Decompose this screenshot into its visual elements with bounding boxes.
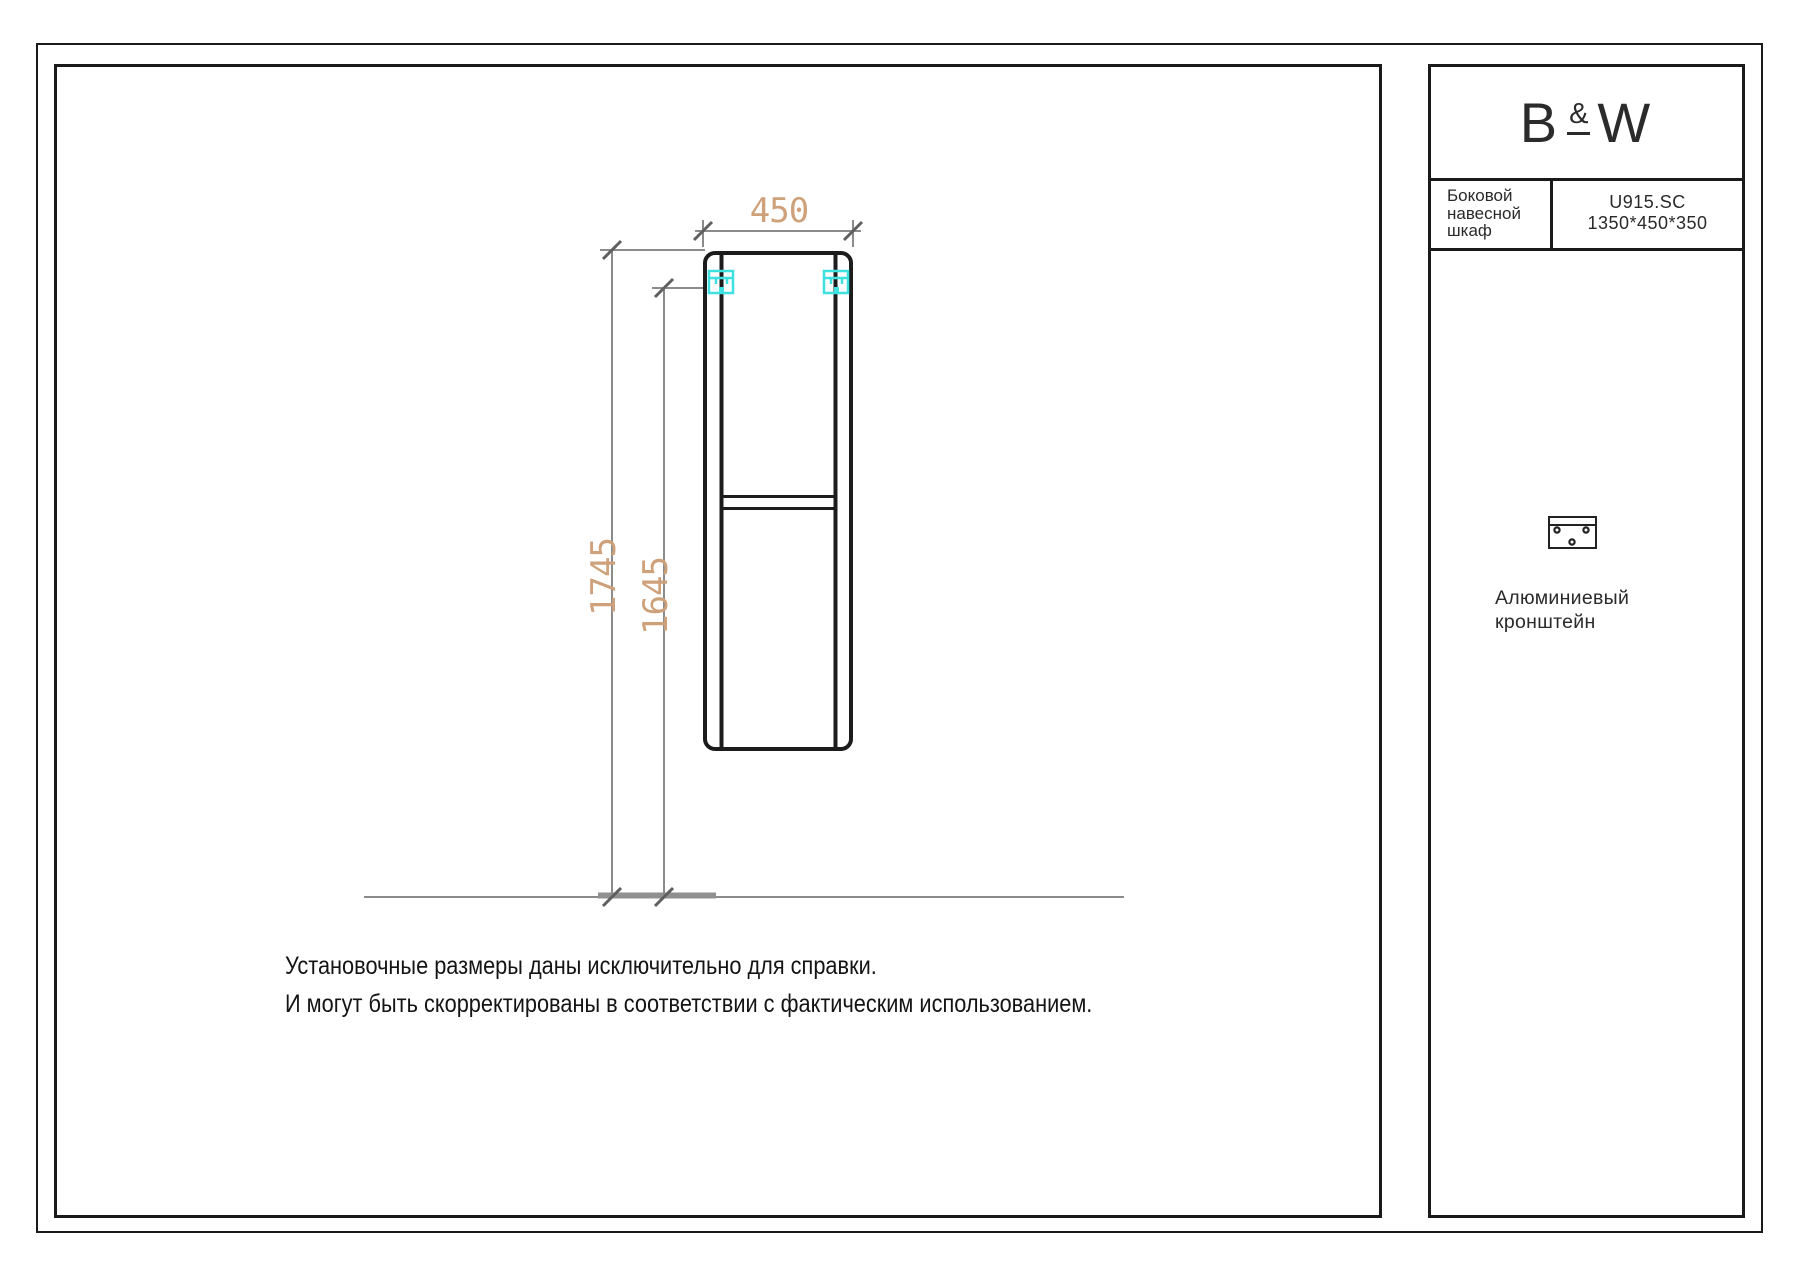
product-name-line3: шкаф xyxy=(1447,221,1492,240)
brand-logo xyxy=(1431,67,1742,181)
title-block xyxy=(1428,64,1745,1218)
product-code: U915.SC xyxy=(1609,192,1686,212)
logo-ampersand: & xyxy=(1567,100,1590,135)
accessory-label-line1: Алюминиевый xyxy=(1495,587,1630,609)
product-name xyxy=(1431,181,1553,248)
accessory-label xyxy=(1495,587,1629,634)
reference-note-line2: И могут быть скорректированы в соответствии с фактическим использованием. xyxy=(285,990,1093,1018)
accessory-label-line2: кронштейн xyxy=(1495,610,1596,633)
accessory-section xyxy=(1431,251,1742,1215)
height-total-label: 1745 xyxy=(584,538,624,616)
product-name-line2: навесной xyxy=(1447,203,1521,223)
product-name-line1: Боковой xyxy=(1447,186,1513,205)
product-size: 1350*450*350 xyxy=(1587,213,1708,233)
wall-bracket-icon xyxy=(1548,516,1597,549)
floor-line xyxy=(364,896,1124,898)
dimension-height-mount xyxy=(636,279,706,906)
logo-letter-b: B xyxy=(1519,90,1561,154)
reference-note-line1: Установочные размеры даны исключительно для справки. xyxy=(285,952,877,980)
logo-letter-w: W xyxy=(1597,90,1654,154)
product-code-cell xyxy=(1553,181,1742,248)
dimension-width xyxy=(694,191,862,247)
width-label: 450 xyxy=(749,191,809,231)
cabinet-front-view xyxy=(705,253,851,749)
reference-note xyxy=(285,947,1092,1023)
product-spec-row xyxy=(1431,181,1742,251)
height-mount-label: 1645 xyxy=(636,557,676,635)
